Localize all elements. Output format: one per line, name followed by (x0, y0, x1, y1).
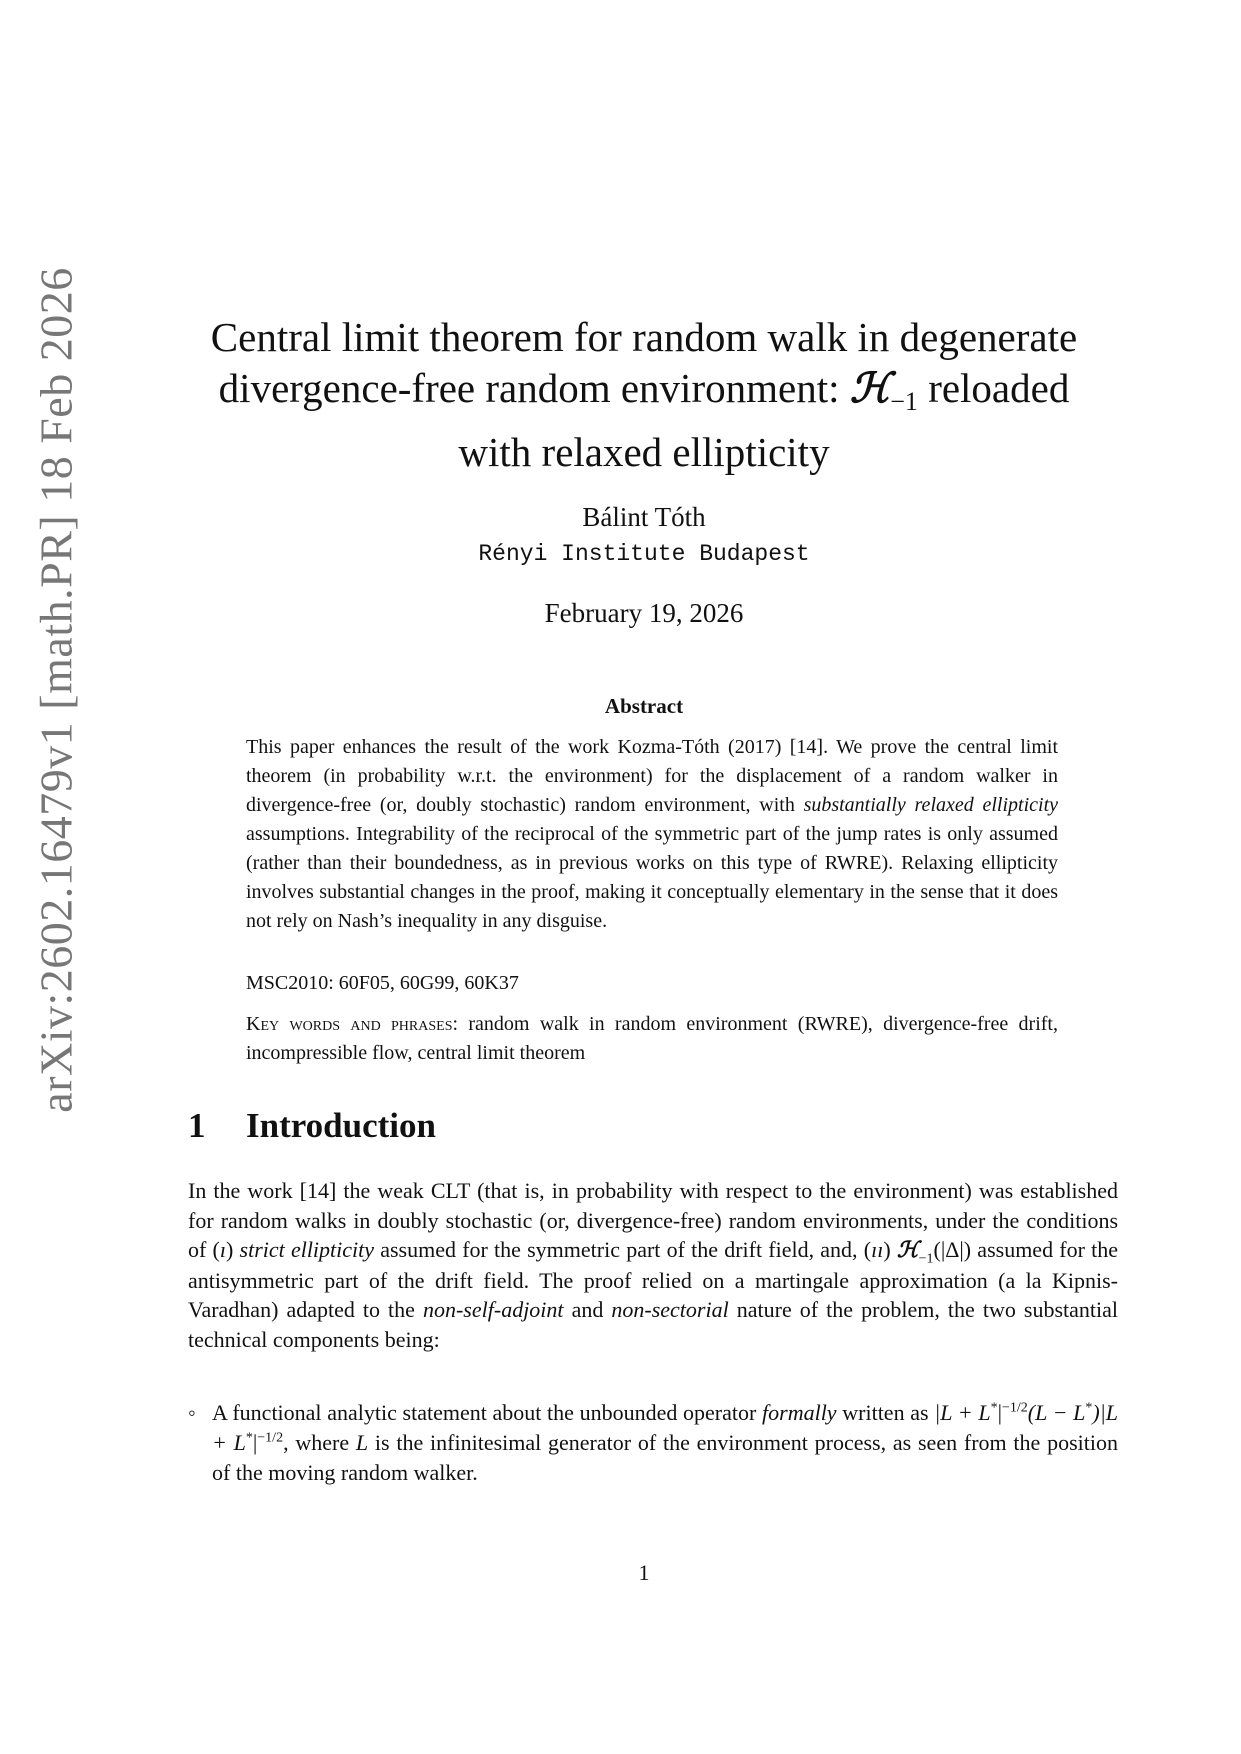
formula-star-3: * (245, 1430, 253, 1446)
keywords-label: Key words and phrases: (246, 1013, 459, 1035)
formula-part-1: |L + L (934, 1400, 991, 1425)
intro-text-b: ) (225, 1237, 240, 1262)
intro-text-d: ) (883, 1237, 897, 1262)
author-affiliation: Rényi Institute Budapest (478, 541, 810, 567)
msc-classification: MSC2010: 60F05, 60G99, 60K37 (246, 972, 519, 994)
item-text-d: is the infinitesimal generator of the environment process, as seen from the position of the moving random walker. (212, 1430, 1118, 1485)
title-line-3: with relaxed ellipticity (458, 429, 830, 475)
page-number: 1 (638, 1560, 650, 1585)
abstract-text (246, 733, 1058, 936)
title-line-2-suffix: reloaded (917, 365, 1070, 411)
formula-part-5: | (252, 1430, 258, 1455)
title-h-subscript: −1 (890, 387, 918, 416)
intro-text-e: (|Δ|) assumed for the antisymmetric part of the drift field. The proof relied on a martingale approximation (a la Kipnis-Varadhan) adapted to the (188, 1237, 1119, 1322)
intro-strict-ellipticity: strict ellipticity (239, 1237, 375, 1262)
intro-text-f: and (563, 1297, 612, 1322)
formula-exponent-1: −1/2 (1001, 1400, 1028, 1416)
formula-star-2: * (1085, 1400, 1093, 1416)
section-number: 1 (188, 1106, 206, 1145)
intro-non-self-adjoint: non-self-adjoint (422, 1297, 564, 1322)
formula-part-3: (L − L (1027, 1400, 1086, 1425)
intro-h-subscript: −1 (918, 1251, 934, 1267)
keywords (246, 1010, 1058, 1068)
section-heading-introduction (188, 1106, 436, 1146)
formula-exponent-2: −1/2 (257, 1430, 284, 1446)
keywords-text: random walk in random environment (RWRE), divergence-free drift, incompressible flow, central limit theorem (246, 1013, 1058, 1064)
intro-text-a: In the work [14] the weak CLT (that is, in probability with respect to the environment) was established for random walks in doubly stochastic (or, divergence-free) random environments, under the conditions of ( (188, 1178, 1118, 1262)
title-line-2-prefix: divergence-free random environment: (218, 365, 850, 411)
formula-part-4: )|L + L (212, 1400, 1118, 1455)
arxiv-identifier-text: arXiv:2602.16479v1 [math.PR] 18 Feb 2026 (30, 267, 82, 1113)
paper-date: February 19, 2026 (544, 598, 744, 628)
abstract-text-part1: This paper enhances the result of the work Kozma-Tóth (2017) [14]. We prove the central limit theorem (in probability w.r.t. the environment) for the displacement of a random walker in divergence-free (or, doubly stochastic) random environment, with (246, 736, 1058, 816)
formula-part-2: | (997, 1400, 1002, 1425)
item-operator-L: L (355, 1430, 369, 1455)
intro-text-c: assumed for the symmetric part of the drift field, and, ( (374, 1237, 872, 1262)
section-title: Introduction (246, 1106, 436, 1145)
bullet-circle-icon: ◦ (188, 1400, 196, 1425)
item-text-c: , where (283, 1430, 356, 1455)
author-name: Bálint Tóth (582, 502, 706, 532)
intro-h-symbol: ℋ (896, 1237, 919, 1263)
abstract-heading: Abstract (604, 694, 684, 718)
components-list (188, 1398, 1118, 1488)
item-text-b: written as (836, 1400, 935, 1425)
intro-roman-1: ı (219, 1237, 226, 1262)
abstract-text-part2: assumptions. Integrability of the reciprocal of the symmetric part of the jump rates is only assumed (rather than their boundedness, as in previous works on this type of RWRE). Relaxing ellipticity involves substantial changes in the proof, making it conceptually elementary in the sense that it does not rely on Nash’s inequality in any disguise. (246, 823, 1058, 932)
item-formally: formally (762, 1400, 837, 1425)
intro-roman-2: ıı (871, 1237, 884, 1262)
intro-text-g: nature of the problem, the two substantial technical components being: (188, 1297, 1119, 1352)
formula-star-1: * (990, 1400, 998, 1416)
abstract-emphasis: substantially relaxed ellipticity (803, 794, 1059, 816)
title-line-1: Central limit theorem for random walk in degenerate (210, 314, 1078, 360)
intro-paragraph (188, 1176, 1118, 1354)
title-h-symbol: ℋ (849, 364, 891, 412)
item-text-a: A functional analytic statement about the unbounded operator (212, 1400, 763, 1425)
intro-non-sectorial: non-sectorial (611, 1297, 729, 1322)
list-item (188, 1398, 1118, 1488)
paper-title (160, 312, 1128, 478)
